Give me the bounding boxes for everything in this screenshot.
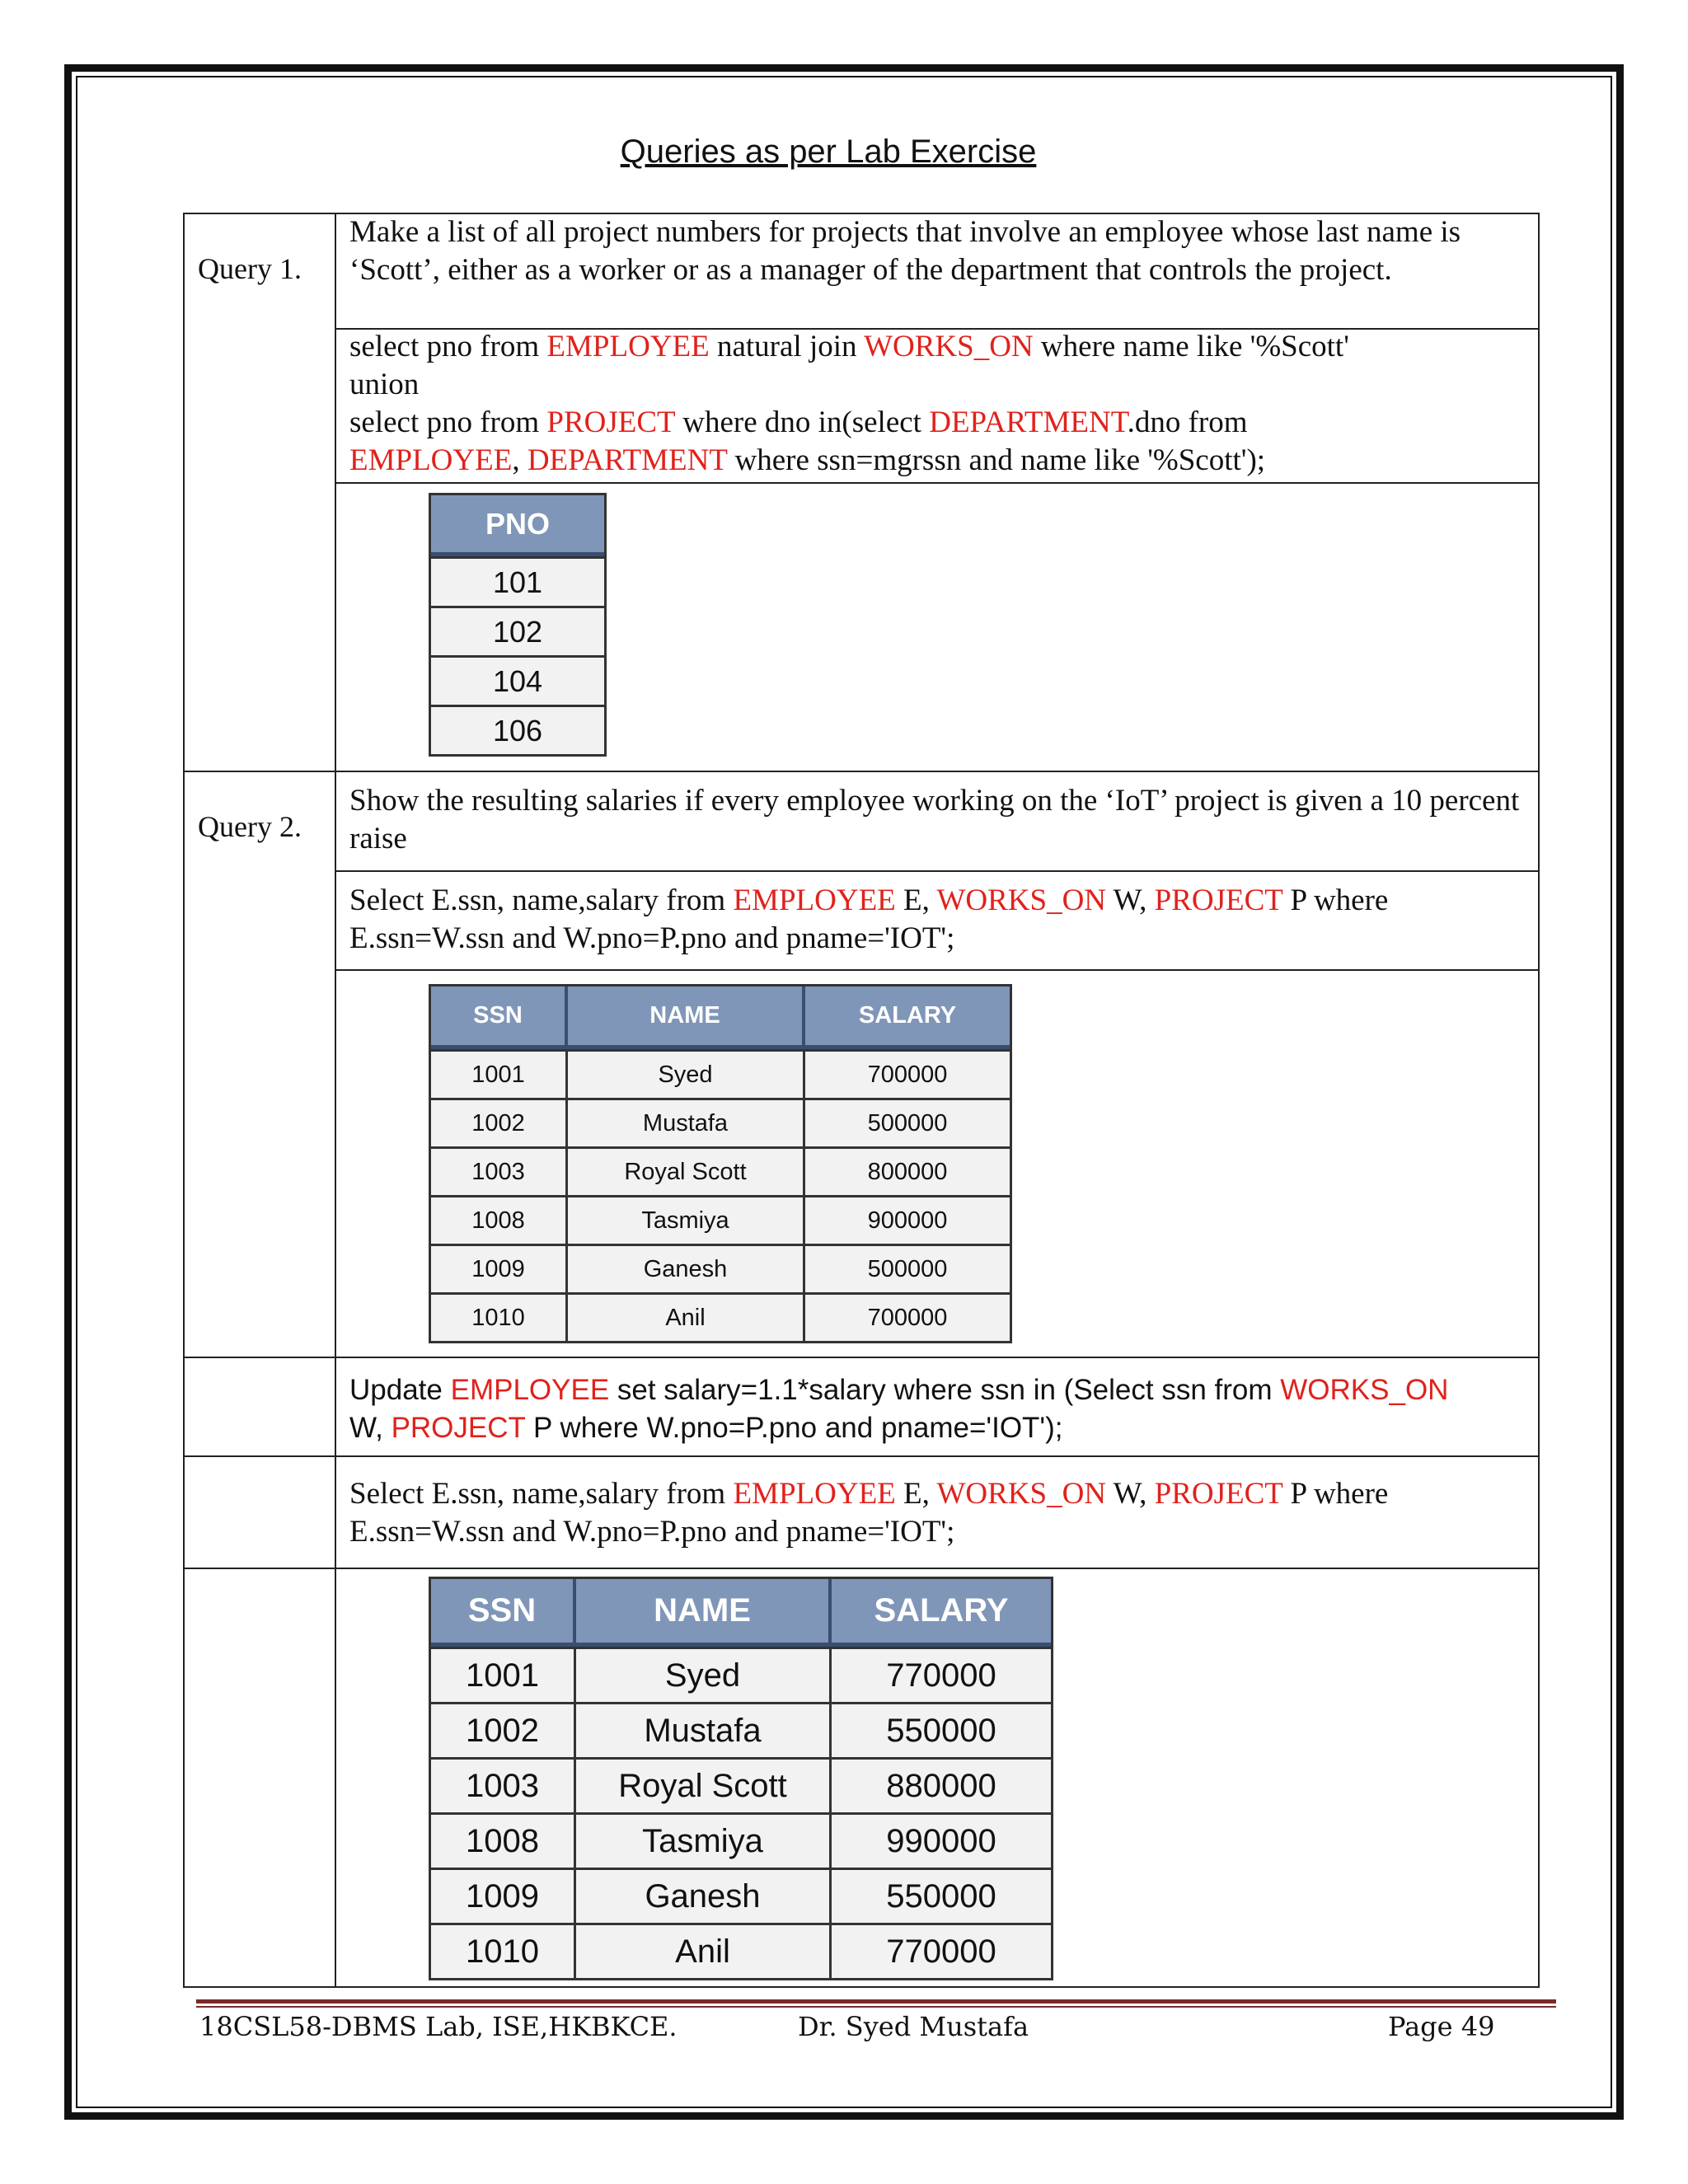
- query2-update-sql: Update EMPLOYEE set salary=1.1*salary where ssn in (Select ssn from WORKS_ON W, PROJECT P where W.pno=P.pno and pname='IOT');: [349, 1374, 1449, 1444]
- table-row: 1008 Tasmiya 990000: [431, 1812, 1051, 1868]
- table-header: NAME: [576, 1579, 832, 1647]
- row-divider: [335, 482, 1540, 484]
- table-row: 1002 Mustafa 500000: [431, 1098, 1010, 1146]
- table-row: 1001 Syed 700000: [431, 1049, 1010, 1098]
- row-divider: [183, 771, 1540, 772]
- table-row: 1001 Syed 770000: [431, 1647, 1051, 1702]
- row-divider: [183, 1568, 1540, 1569]
- query2-label: Query 2.: [198, 810, 302, 843]
- table-cell: 104: [431, 655, 604, 705]
- table-cell: 102: [431, 606, 604, 655]
- query1-sql: select pno from EMPLOYEE natural join WORKS_ON where name like '%Scott' union select pno from PROJECT where dno in(select DEPARTMENT.dno from EMPLOYEE, DEPARTMENT where ssn=mgrssn and name like '%Scott');: [349, 330, 1349, 477]
- table-row: 1010 Anil 770000: [431, 1923, 1051, 1978]
- table-row: 1003 Royal Scott 880000: [431, 1757, 1051, 1812]
- footer-rule-thin: [196, 2006, 1556, 2008]
- row-divider: [183, 1357, 1540, 1358]
- table-row: 1002 Mustafa 550000: [431, 1702, 1051, 1757]
- table-cell: 106: [431, 705, 604, 754]
- query1-label: Query 1.: [198, 252, 302, 285]
- table-row: 1009 Ganesh 500000: [431, 1244, 1010, 1292]
- row-divider: [335, 870, 1540, 872]
- column-divider: [335, 213, 336, 1988]
- footer-author: Dr. Syed Mustafa: [798, 2011, 1029, 2042]
- table-row: 1008 Tasmiya 900000: [431, 1195, 1010, 1244]
- table-header: SSN: [431, 1579, 576, 1647]
- table-header: NAME: [568, 987, 805, 1049]
- table-header: PNO: [431, 495, 604, 556]
- table-header: SALARY: [805, 987, 1010, 1049]
- query1-description: Make a list of all project numbers for projects that involve an employee whose last name is ‘Scott’, either as a worker or as a manager of the department that controls the project.: [349, 215, 1461, 287]
- query2-select-sql: Select E.ssn, name,salary from EMPLOYEE E, WORKS_ON W, PROJECT P where E.ssn=W.ssn and W.pno=P.pno and pname='IOT';: [349, 883, 1389, 955]
- row-divider: [335, 969, 1540, 971]
- table-header: SSN: [431, 987, 568, 1049]
- footer-page-number: Page 49: [1388, 2011, 1495, 2042]
- query2-before-table: [429, 984, 1012, 1343]
- table-header: SALARY: [832, 1579, 1051, 1647]
- table-row: 1009 Ganesh 550000: [431, 1868, 1051, 1923]
- footer-course: 18CSL58-DBMS Lab, ISE,HKBKCE.: [199, 2011, 678, 2042]
- table-cell: 101: [431, 556, 604, 606]
- query2-after-table: [429, 1577, 1053, 1980]
- query2-select-sql-after: Select E.ssn, name,salary from EMPLOYEE E, WORKS_ON W, PROJECT P where E.ssn=W.ssn and W.pno=P.pno and pname='IOT';: [349, 1477, 1389, 1549]
- page-heading: Queries as per Lab Exercise: [620, 134, 1037, 170]
- footer-rule: [196, 1999, 1556, 2004]
- table-row: 1003 Royal Scott 800000: [431, 1146, 1010, 1195]
- query2-description: Show the resulting salaries if every employee working on the ‘IoT’ project is given a 10 percent raise: [349, 784, 1520, 855]
- table-row: 1010 Anil 700000: [431, 1292, 1010, 1341]
- row-divider: [183, 1455, 1540, 1457]
- query1-result-table: [429, 493, 607, 757]
